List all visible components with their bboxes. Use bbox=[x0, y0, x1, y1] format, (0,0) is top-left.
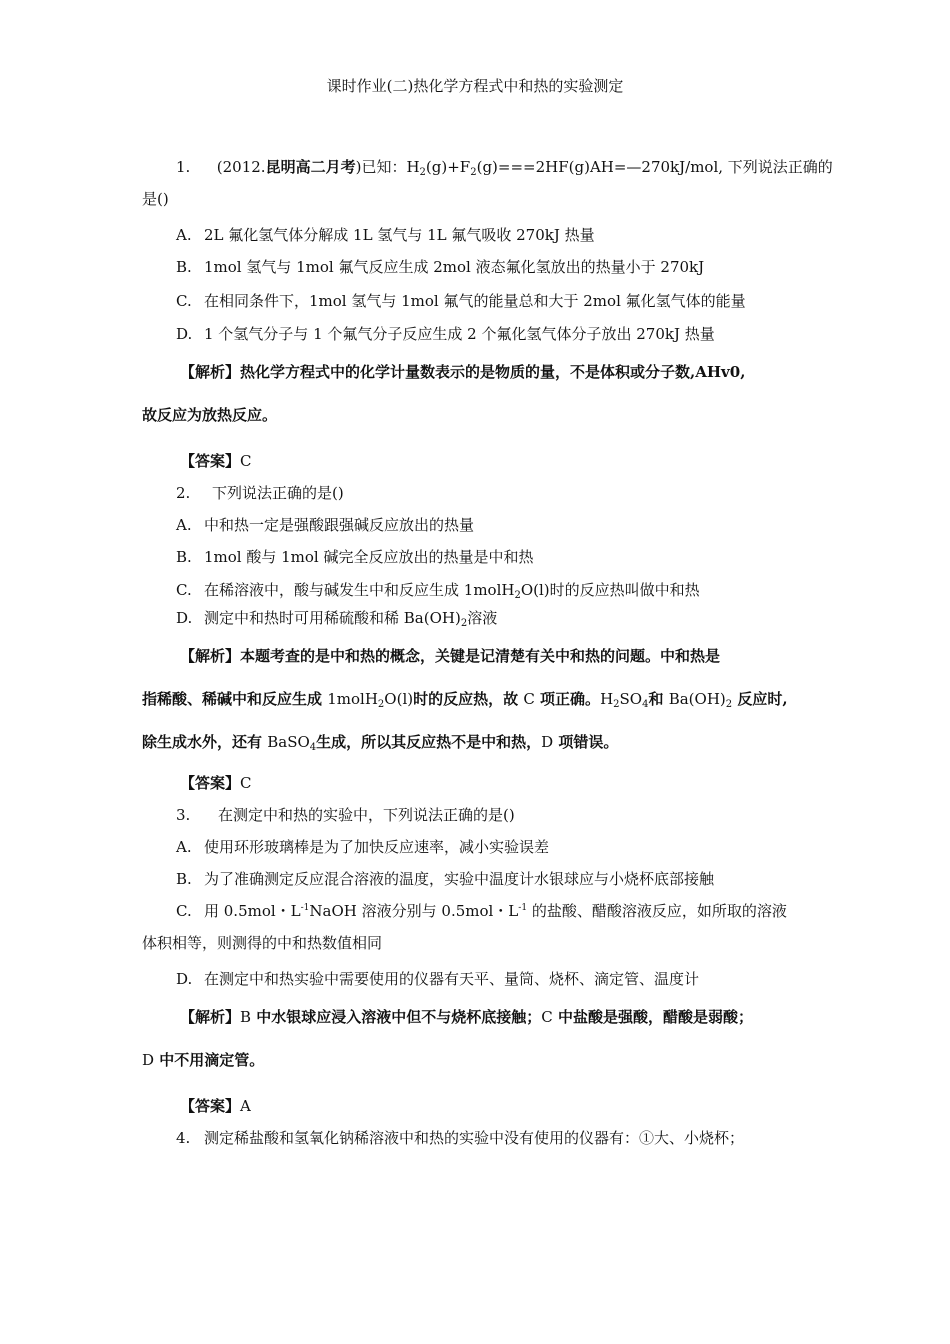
q2-option-b: B. 1mol 酸与 1mol 碱完全反应放出的热量是中和热 bbox=[176, 548, 534, 566]
q2-analysis-line3: 除生成水外，还有 BaSO$_4$生成，所以其反应热不是中和热，D 项错误。 bbox=[142, 733, 619, 753]
q2-option-a: A. 中和热一定是强酸跟强碱反应放出的热量 bbox=[176, 516, 475, 534]
q1-answer: 【答案】C bbox=[180, 452, 252, 470]
q1-stem: 1. (2012.昆明高二月考)已知：$H_2(g)+F_2(g)===2HF(g)AH=—270kJ$/mol, 下列说法正确的 bbox=[176, 158, 833, 178]
q4-stem: 4. 测定稀盐酸和氢氧化钠稀溶液中和热的实验中没有使用的仪器有：①大、小烧杯； bbox=[176, 1129, 745, 1147]
q3-option-c: C. 用 0.5mol・$L^{-1}NaOH$ 溶液分别与 0.5mol・$L^{-1}$ 的盐酸、醋酸溶液反应，如所取的溶液 bbox=[176, 902, 787, 920]
page-title: 课时作业(二)热化学方程式中和热的实验测定 bbox=[326, 77, 624, 95]
q1-option-d: D. 1 个氢气分子与 1 个氟气分子反应生成 2 个氟化氢气体分子放出 270kJ 热量 bbox=[176, 325, 715, 343]
q3-answer: 【答案】A bbox=[180, 1097, 251, 1115]
q3-option-d: D. 在测定中和热实验中需要使用的仪器有天平、量筒、烧杯、滴定管、温度计 bbox=[176, 970, 700, 988]
q2-stem: 2. 下列说法正确的是() bbox=[176, 484, 344, 502]
q2-number: 2. bbox=[176, 484, 191, 502]
q2-analysis-line2: 指稀酸、稀碱中和反应生成 1molH$_2$O(l)时的反应热，故 C 项正确。$H_2SO_4$和 $Ba(OH)_2$ 反应时, bbox=[142, 690, 788, 710]
q2-option-d: D. 测定中和热时可用稀硫酸和稀 $Ba(OH)_2$溶液 bbox=[176, 609, 498, 629]
q3-number: 3. bbox=[176, 806, 191, 824]
q3-option-a: A. 使用环形玻璃棒是为了加快反应速率，减小实验误差 bbox=[176, 838, 550, 856]
q3-analysis-wrap: D 中不用滴定管。 bbox=[142, 1051, 265, 1069]
q1-number: 1. bbox=[176, 158, 191, 176]
q3-option-b: B. 为了准确测定反应混合溶液的温度，实验中温度计水银球应与小烧杯底部接触 bbox=[176, 870, 715, 888]
q4-number: 4. bbox=[176, 1129, 191, 1147]
q1-analysis-wrap: 故反应为放热反应。 bbox=[142, 406, 278, 424]
q1-option-a: A. 2L 氟化氢气体分解成 1L 氢气与 1L 氟气吸收 270kJ 热量 bbox=[176, 226, 595, 244]
q3-analysis: 【解析】B 中水银球应浸入溶液中但不与烧杯底接触；C 中盐酸是强酸，醋酸是弱酸； bbox=[180, 1008, 753, 1026]
q1-analysis: 【解析】热化学方程式中的化学计量数表示的是物质的量，不是体积或分子数,AHv0, bbox=[180, 363, 746, 381]
q1-option-b: B. 1mol 氢气与 1mol 氟气反应生成 2mol 液态氟化氢放出的热量小于 270kJ bbox=[176, 258, 705, 276]
q2-analysis: 【解析】本题考查的是中和热的概念，关键是记清楚有关中和热的问题。中和热是 bbox=[180, 647, 721, 665]
q3-stem: 3. 在测定中和热的实验中，下列说法正确的是() bbox=[176, 806, 515, 824]
q2-answer: 【答案】C bbox=[180, 774, 252, 792]
q1-option-c: C. 在相同条件下，1mol 氢气与 1mol 氟气的能量总和大于 2mol 氟化氢气体的能量 bbox=[176, 292, 746, 310]
q2-option-c: C. 在稀溶液中，酸与碱发生中和反应生成 1molH$_2$O(l)时的反应热叫做中和热 bbox=[176, 581, 700, 601]
q3-option-c-wrap: 体积相等，则测得的中和热数值相同 bbox=[142, 934, 383, 952]
q1-stem-wrap: 是() bbox=[142, 190, 169, 208]
